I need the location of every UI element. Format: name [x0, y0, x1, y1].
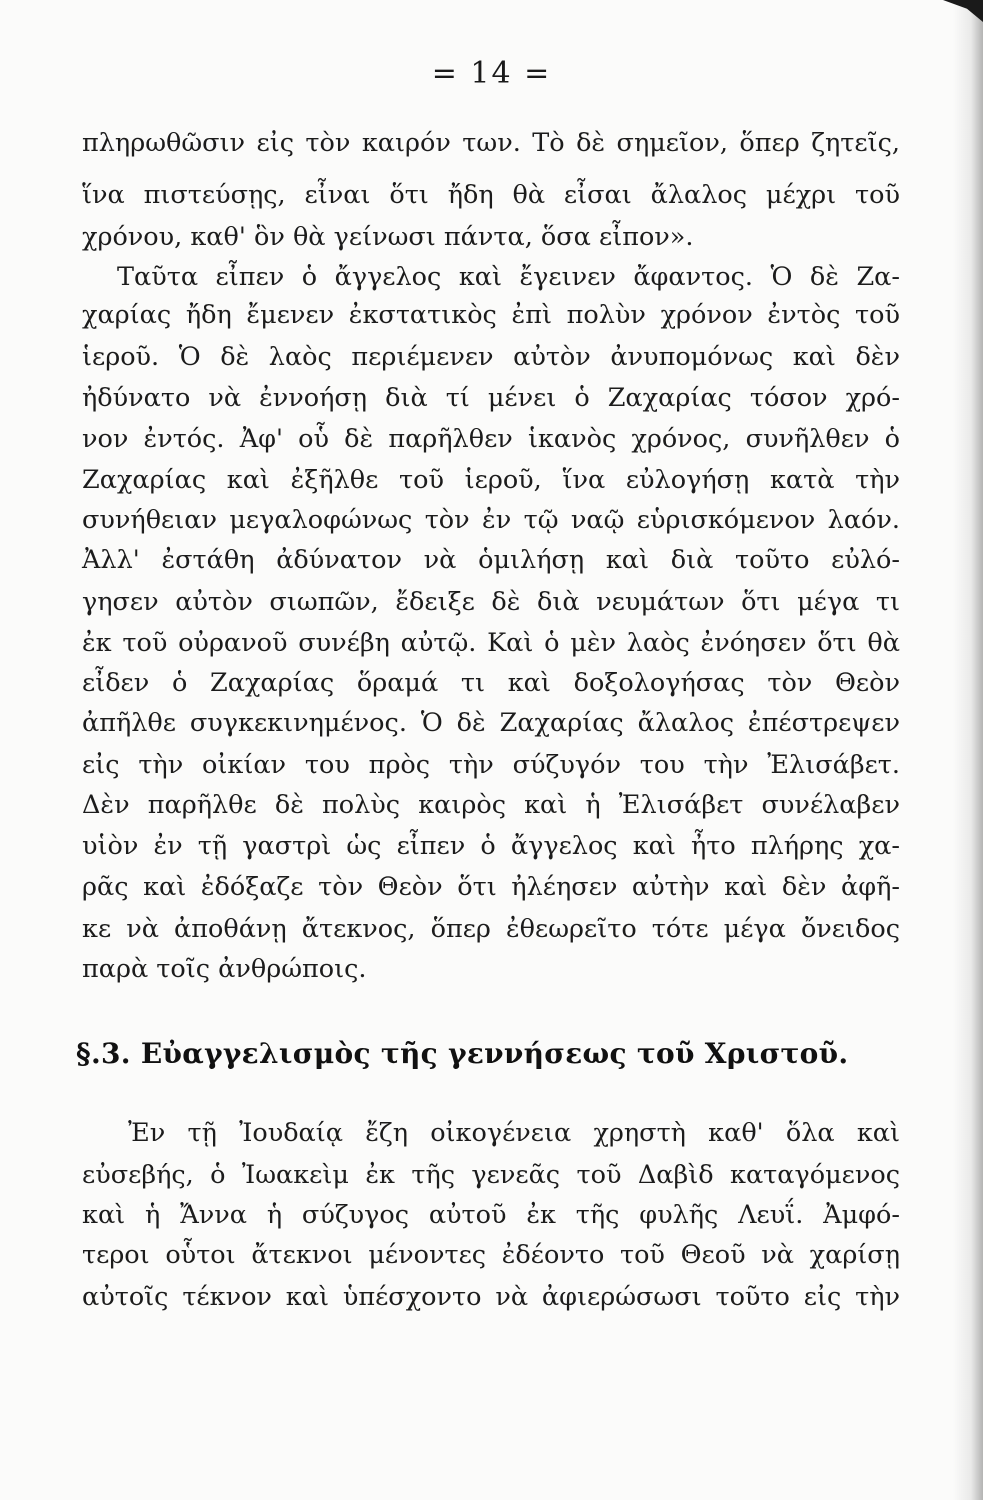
text-line: Ἐν τῇ Ἰουδαίᾳ ἔζη οἰκογένεια χρηστὴ καθ' ὅλα καὶ	[128, 1118, 900, 1148]
text-line: ἐκ τοῦ οὐρανοῦ συνέβη αὐτῷ. Καὶ ὁ μὲν λαὸς ἐνόησεν ὅτι θὰ	[82, 628, 900, 658]
text-line: ἀπῆλθε συγκεκινημένος. Ὁ δὲ Ζαχαρίας ἄλαλος ἐπέστρεψεν	[82, 708, 900, 738]
text-line: εὐσεβής, ὁ Ἰωακεὶμ ἐκ τῆς γενεᾶς τοῦ Δαβὶδ καταγόμενος	[82, 1160, 900, 1190]
text-line: εἶδεν ὁ Ζαχαρίας ὅραμά τι καὶ δοξολογήσας τὸν Θεὸν	[82, 668, 900, 698]
text-line: καὶ ἡ Ἄννα ἡ σύζυγος αὐτοῦ ἐκ τῆς φυλῆς Λευΐ. Ἀμφό-	[82, 1200, 900, 1230]
text-line: ρᾶς καὶ ἐδόξαζε τὸν Θεὸν ὅτι ἠλέησεν αὐτὴν καὶ δὲν ἀφῆ-	[82, 872, 900, 902]
text-line: συνήθειαν μεγαλοφώνως τὸν ἐν τῷ ναῷ εὑρισκόμενον λαόν.	[82, 505, 900, 535]
page-number: = 14 =	[431, 56, 552, 91]
text-line: Ζαχαρίας καὶ ἐξῆλθε τοῦ ἱεροῦ, ἵνα εὐλογήσῃ κατὰ τὴν	[82, 465, 900, 495]
text-line: υἱὸν ἐν τῇ γαστρὶ ὡς εἶπεν ὁ ἄγγελος καὶ ἦτο πλήρης χα-	[82, 831, 900, 861]
text-line: νον ἐντός. Ἀφ' οὗ δὲ παρῆλθεν ἱκανὸς χρόνος, συνῆλθεν ὁ	[82, 424, 900, 454]
text-line: χαρίας ἤδη ἔμενεν ἐκστατικὸς ἐπὶ πολὺν χρόνον ἐντὸς τοῦ	[82, 300, 900, 330]
text-line: ἠδύνατο νὰ ἐννοήσῃ διὰ τί μένει ὁ Ζαχαρίας τόσον χρό-	[82, 383, 900, 413]
text-line: γησεν αὐτὸν σιωπῶν, ἔδειξε δὲ διὰ νευμάτων ὅτι μέγα τι	[82, 587, 900, 617]
text-line: Ἀλλ' ἐστάθη ἀδύνατον νὰ ὁμιλήσῃ καὶ διὰ τοῦτο εὐλό-	[82, 545, 900, 575]
text-line: ἱεροῦ. Ὁ δὲ λαὸς περιέμενεν αὐτὸν ἀνυπομόνως καὶ δὲν	[82, 342, 900, 372]
text-line: Δὲν παρῆλθε δὲ πολὺς καιρὸς καὶ ἡ Ἐλισάβετ συνέλαβεν	[82, 790, 900, 820]
text-line: τεροι οὗτοι ἄτεκνοι μένοντες ἐδέοντο τοῦ Θεοῦ νὰ χαρίσῃ	[82, 1240, 900, 1270]
text-line: χρόνου, καθ' ὃν θὰ γείνωσι πάντα, ὅσα εἶπον».	[82, 222, 694, 252]
text-line: παρὰ τοῖς ἀνθρώποις.	[82, 954, 367, 984]
text-line: ἵνα πιστεύσῃς, εἶναι ὅτι ἤδη θὰ εἶσαι ἄλαλος μέχρι τοῦ	[82, 180, 900, 210]
text-line: πληρωθῶσιν εἰς τὸν καιρόν των. Τὸ δὲ σημεῖον, ὅπερ ζητεῖς,	[82, 128, 900, 158]
section-heading: §.3. Εὐαγγελισμὸς τῆς γεννήσεως τοῦ Χριστοῦ.	[76, 1037, 849, 1070]
page-edge-shadow	[953, 0, 983, 1500]
text-line: Ταῦτα εἶπεν ὁ ἄγγελος καὶ ἔγεινεν ἄφαντος. Ὁ δὲ Ζα-	[117, 262, 900, 292]
text-line: εἰς τὴν οἰκίαν του πρὸς τὴν σύζυγόν του τὴν Ἐλισάβετ.	[82, 750, 900, 780]
text-line: αὐτοῖς τέκνον καὶ ὑπέσχοντο νὰ ἀφιερώσωσι τοῦτο εἰς τὴν	[82, 1282, 900, 1312]
text-line: κε νὰ ἀποθάνῃ ἄτεκνος, ὅπερ ἐθεωρεῖτο τότε μέγα ὄνειδος	[82, 914, 900, 944]
